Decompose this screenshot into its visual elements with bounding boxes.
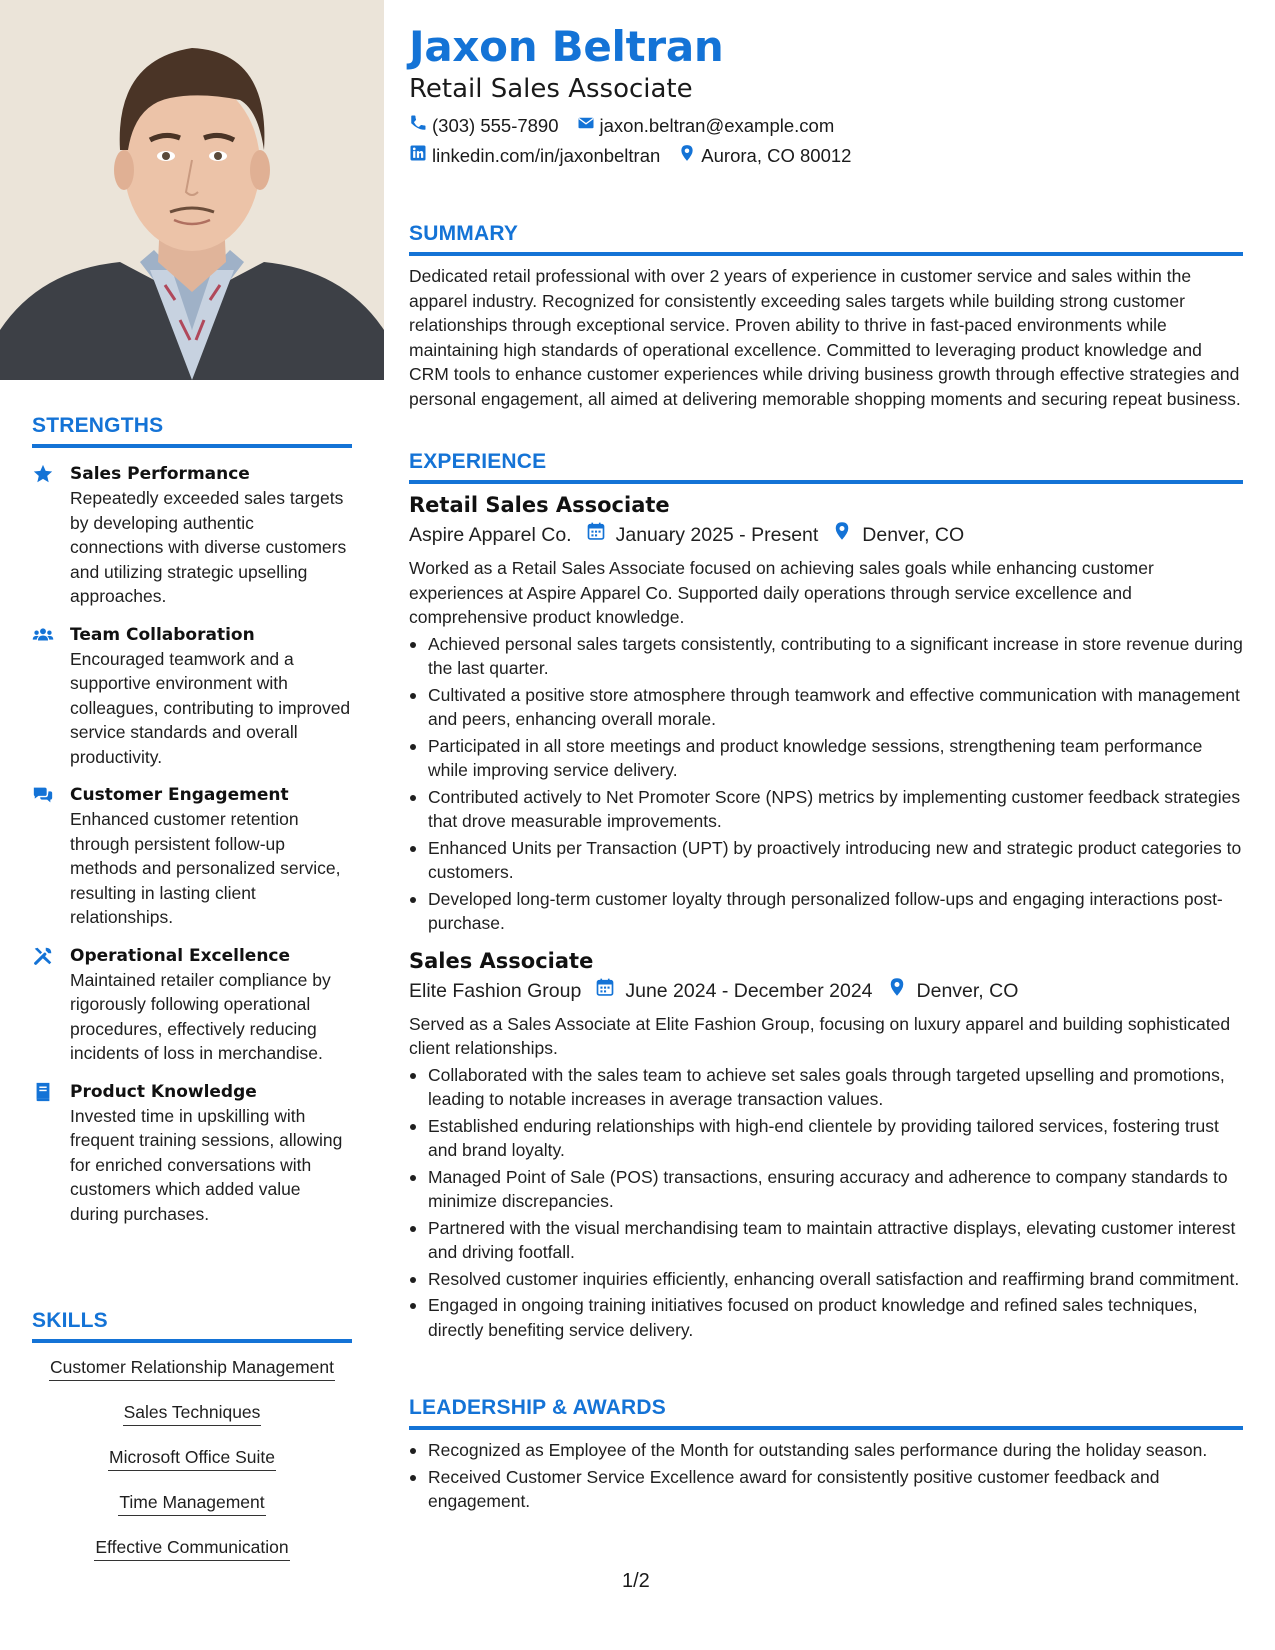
list-item: Achieved personal sales targets consistently, contributing to a significant increase in store revenue during the last quarter. bbox=[409, 632, 1243, 681]
summary-heading: SUMMARY bbox=[409, 222, 519, 245]
list-item: Partnered with the visual merchandising team to maintain attractive displays, elevating customer interest and driving footfall. bbox=[409, 1216, 1243, 1265]
strength-item bbox=[32, 783, 352, 930]
profile-photo bbox=[0, 0, 384, 380]
strength-title: Customer Engagement bbox=[70, 785, 289, 805]
job-entry bbox=[409, 946, 1243, 1343]
strength-description: Encouraged teamwork and a supportive environment with colleagues, contributing to improved service standards and overall productivity. bbox=[70, 648, 351, 767]
left-column bbox=[0, 0, 384, 1650]
email-text: jaxon.beltran@example.com bbox=[599, 114, 835, 136]
map-pin-icon bbox=[832, 520, 862, 550]
strength-description: Enhanced customer retention through persistent follow-up methods and personalized service, resulting in lasting client relationships. bbox=[70, 809, 341, 927]
strength-item bbox=[32, 462, 352, 609]
experience-heading: EXPERIENCE bbox=[409, 450, 547, 473]
phone-text: (303) 555-7890 bbox=[432, 114, 559, 136]
candidate-role: Retail Sales Associate bbox=[409, 74, 693, 104]
strength-title: Product Knowledge bbox=[70, 1081, 257, 1102]
skill-tag: Sales Techniques bbox=[123, 1400, 262, 1426]
phone-contact[interactable] bbox=[409, 114, 559, 137]
map-pin-icon bbox=[887, 976, 917, 1006]
job-description: Served as a Sales Associate at Elite Fashion Group, focusing on luxury apparel and building sophisticated client relationships. bbox=[409, 1013, 1231, 1058]
list-item: Managed Point of Sale (POS) transactions, ensuring accuracy and adherence to company standards to minimize discrepancies. bbox=[409, 1165, 1243, 1214]
strengths-heading: STRENGTHS bbox=[32, 414, 164, 437]
skill-tag: Microsoft Office Suite bbox=[108, 1445, 276, 1471]
job-title: Retail Sales Associate bbox=[409, 493, 670, 517]
strength-description: Maintained retailer compliance by rigorously following operational procedures, effectively reducing incidents of loss in merchandise. bbox=[70, 969, 331, 1063]
skill-tag: Effective Communication bbox=[94, 1535, 289, 1561]
strength-description: Repeatedly exceeded sales targets by developing authentic connections with diverse customers and utilizing strategic upselling approaches. bbox=[70, 488, 347, 606]
strength-item bbox=[32, 623, 352, 770]
summary-section bbox=[409, 222, 1243, 411]
list-item: Resolved customer inquiries efficiently, enhancing overall satisfaction and reaffirming brand commitment. bbox=[409, 1267, 1243, 1292]
company-name: Aspire Apparel Co. bbox=[409, 524, 572, 546]
comments-icon bbox=[32, 783, 70, 930]
strengths-list bbox=[32, 462, 352, 1226]
phone-icon bbox=[409, 114, 432, 137]
strength-description: Invested time in upskilling with frequent training sessions, allowing for enriched conversations with customers which added value during purchases. bbox=[70, 1105, 343, 1224]
calendar-icon bbox=[595, 976, 625, 1006]
job-dates: June 2024 - December 2024 bbox=[625, 979, 873, 1002]
contact-row bbox=[409, 114, 852, 137]
book-icon bbox=[32, 1080, 70, 1227]
strength-item bbox=[32, 944, 352, 1066]
contact-row bbox=[409, 144, 869, 167]
job-location: Denver, CO bbox=[916, 979, 1019, 1002]
strength-item bbox=[32, 1080, 352, 1227]
job-entry bbox=[409, 490, 1243, 936]
section-divider bbox=[32, 1339, 352, 1343]
list-item: Established enduring relationships with high-end clientele by providing tailored services, fostering trust and brand loyalty. bbox=[409, 1114, 1243, 1163]
list-item: Cultivated a positive store atmosphere through teamwork and effective communication with management and peers, enhancing overall morale. bbox=[409, 683, 1243, 732]
job-bullets bbox=[409, 1063, 1243, 1343]
job-dates: January 2025 - Present bbox=[615, 524, 819, 546]
list-item: Collaborated with the sales team to achieve set sales goals through targeted upselling and promotions, leading to notable increases in average transaction values. bbox=[409, 1063, 1243, 1112]
skill-tag: Customer Relationship Management bbox=[49, 1355, 335, 1381]
section-divider bbox=[409, 1426, 1243, 1430]
page-number: 1/2 bbox=[622, 1570, 650, 1592]
candidate-name: Jaxon Beltran bbox=[409, 22, 724, 71]
strengths-section bbox=[32, 414, 352, 1226]
job-description: Worked as a Retail Sales Associate focused on achieving sales goals while enhancing customer experiences at Aspire Apparel Co. Supported daily operations through service excellence and comprehensive product knowledge. bbox=[409, 558, 1154, 627]
location-contact bbox=[678, 144, 851, 167]
list-item: Enhanced Units per Transaction (UPT) by proactively introducing new and strategic product categories to customers. bbox=[409, 836, 1243, 885]
map-pin-icon bbox=[678, 144, 701, 167]
linkedin-text: linkedin.com/in/jaxonbeltran bbox=[432, 144, 661, 166]
list-item: Contributed actively to Net Promoter Score (NPS) metrics by implementing customer feedback strategies that drove measurable improvements. bbox=[409, 785, 1243, 834]
section-divider bbox=[409, 480, 1243, 484]
list-item: Developed long-term customer loyalty through personalized follow-ups and engaging interactions post-purchase. bbox=[409, 887, 1243, 936]
job-meta bbox=[409, 976, 1243, 1006]
leadership-section bbox=[409, 1396, 1243, 1516]
skills-list bbox=[32, 1355, 352, 1580]
company-name: Elite Fashion Group bbox=[409, 979, 582, 1002]
envelope-icon bbox=[577, 114, 600, 137]
strength-title: Operational Excellence bbox=[70, 945, 291, 966]
job-location: Denver, CO bbox=[862, 524, 965, 546]
list-item: Received Customer Service Excellence award for consistently positive customer feedback and engagement. bbox=[409, 1465, 1243, 1514]
section-divider bbox=[32, 444, 352, 448]
job-title: Sales Associate bbox=[409, 948, 594, 973]
job-bullets bbox=[409, 632, 1243, 936]
linkedin-contact[interactable] bbox=[409, 144, 660, 167]
skills-heading: SKILLS bbox=[32, 1309, 108, 1332]
calendar-icon bbox=[586, 520, 616, 550]
section-divider bbox=[409, 252, 1243, 256]
leadership-heading: LEADERSHIP & AWARDS bbox=[409, 1396, 666, 1419]
linkedin-icon bbox=[409, 144, 432, 167]
list-item: Recognized as Employee of the Month for outstanding sales performance during the holiday season. bbox=[409, 1438, 1243, 1463]
location-text: Aurora, CO 80012 bbox=[701, 144, 852, 166]
strength-title: Sales Performance bbox=[70, 464, 250, 484]
skills-section bbox=[32, 1309, 352, 1580]
skill-tag: Time Management bbox=[118, 1490, 265, 1516]
summary-text: Dedicated retail professional with over 2 years of experience in customer service and sales within the apparel industry. Recognized for consistently exceeding sales targets while building strong customer relationships through exceptional service. Proven ability to thrive in fast-paced environments while maintaining high standards of operational excellence. Committed to leveraging product knowledge and CRM tools to enhance customer experiences while driving business growth through effective strategies and personal engagement, all aimed at delivering memorable shopping moments and securing repeat business. bbox=[409, 266, 1241, 409]
job-meta bbox=[409, 520, 1243, 550]
list-item: Participated in all store meetings and product knowledge sessions, strengthening team performance while improving service delivery. bbox=[409, 734, 1243, 783]
awards-list bbox=[409, 1438, 1243, 1514]
users-icon bbox=[32, 623, 70, 770]
experience-section bbox=[409, 450, 1243, 1344]
list-item: Engaged in ongoing training initiatives focused on product knowledge and refined sales techniques, directly benefiting service delivery. bbox=[409, 1293, 1243, 1342]
strength-title: Team Collaboration bbox=[70, 624, 255, 645]
email-contact[interactable] bbox=[577, 114, 835, 137]
star-icon bbox=[32, 462, 70, 609]
tools-icon bbox=[32, 944, 70, 1066]
